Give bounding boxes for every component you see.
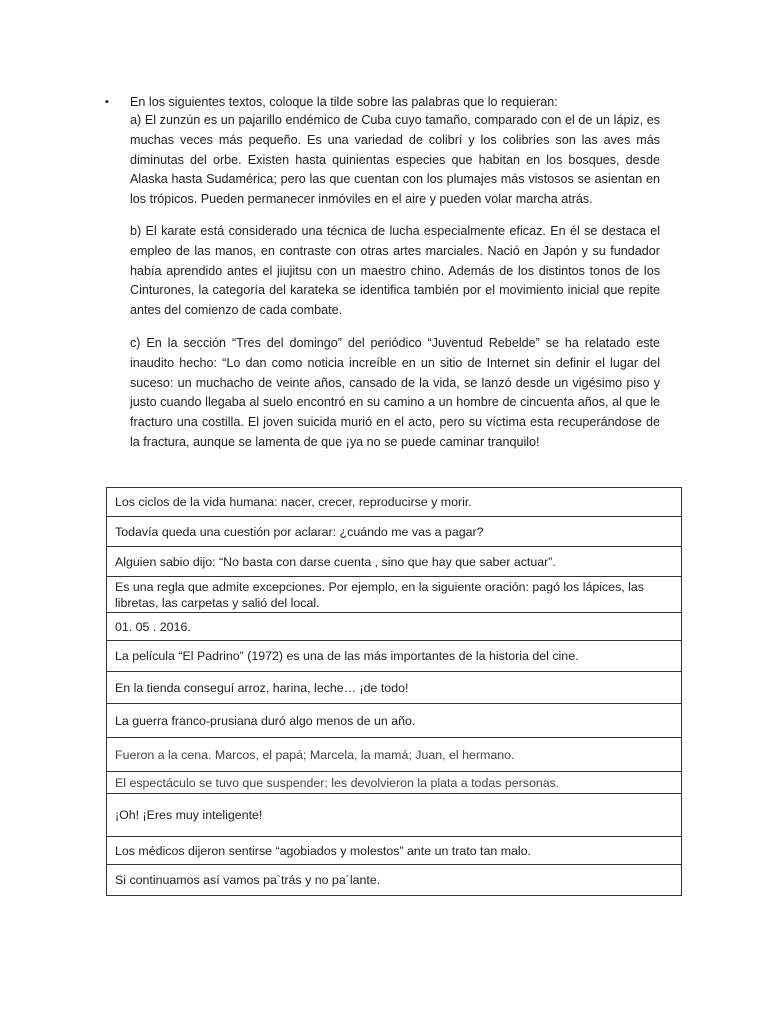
table-cell: Los médicos dijeron sentirse “agobiados y molestos” ante un trato tan malo. <box>107 837 682 865</box>
table-row <box>107 672 682 704</box>
table-cell: La guerra franco-prusiana duró algo menos de un año. <box>107 704 682 738</box>
table-row <box>107 547 682 577</box>
table-cell: Es una regla que admite excepciones. Por ejemplo, en la siguiente oración: pagó los lápices, las libretas, las carpetas y salió del local. <box>107 577 682 613</box>
table-row <box>107 488 682 517</box>
table-row <box>107 577 682 613</box>
exercise-table <box>106 487 682 896</box>
table-row <box>107 613 682 641</box>
table-cell: ¡Oh! ¡Eres muy inteligente! <box>107 794 682 837</box>
paragraph-b: b) El karate está considerado una técnica de lucha especialmente eficaz. En él se destaca el empleo de las manos, en contraste con otras artes marciales. Nació en Japón y su fundador había aprendido antes el jiujitsu con un maestro chino. Además de los distintos tonos de los Cinturones, la categoría del karateka se identifica también por el movimiento inicial que repite antes del comienzo de cada combate. <box>130 224 660 318</box>
table-cell: El espectáculo se tuvo que suspender; les devolvieron la plata a todas personas. <box>107 772 682 794</box>
table-row <box>107 865 682 896</box>
table-cell: Los ciclos de la vida humana: nacer, crecer, reproducirse y morir. <box>107 488 682 517</box>
table-row <box>107 704 682 738</box>
paragraph-c: c) En la sección “Tres del domingo” del periódico “Juventud Rebelde” se ha relatado este inaudito hecho: “Lo dan como noticia increíble en un sitio de Internet sin definir el lugar del suceso: un muchacho de veinte años, cansado de la vida, se lanzó desde un vigésimo piso y justo cuando llegaba al suelo encontró en su camino a un hombre de cincuenta años, al que le fracturo una costilla. El joven suicida murió en el acto, pero su víctima esta recuperándose de la fractura, aunque se lamenta de que ¡ya no se puede caminar tranquilo! <box>130 336 660 449</box>
table-row <box>107 738 682 772</box>
table-cell: Si continuamos así vamos pa`trás y no pa´lante. <box>107 865 682 896</box>
table-row <box>107 517 682 547</box>
table-row <box>107 837 682 865</box>
bullet-marker: ▪ <box>105 96 109 108</box>
table-row <box>107 772 682 794</box>
table-cell: Todavía queda una cuestión por aclarar: ¿cuándo me vas a pagar? <box>107 517 682 547</box>
instruction-text: En los siguientes textos, coloque la tilde sobre las palabras que lo requieran: <box>130 95 558 109</box>
table-cell: 01. 05 . 2016. <box>107 613 682 641</box>
table-cell: Fueron a la cena. Marcos, el papá; Marcela, la mamá; Juan, el hermano. <box>107 738 682 772</box>
table-cell: Alguien sabio dijo: “No basta con darse cuenta , sino que hay que saber actuar”. <box>107 547 682 577</box>
table-cell: En la tienda conseguí arroz, harina, leche… ¡de todo! <box>107 672 682 704</box>
paragraph-a: a) El zunzún es un pajarillo endémico de Cuba cuyo tamaño, comparado con el de un lápiz, es muchas veces más pequeño. Es una variedad de colibrí y los colibríes son las aves más diminutas del orbe. Existen hasta quinientas especies que habitan en los bosques, desde Alaska hasta Sudamérica; pero las que cuentan con los plumajes más vistosos se asientan en los trópicos. Pueden permanecer inmóviles en el aire y pueden volar marcha atrás. <box>130 113 660 207</box>
table-cell: La película “El Padrino” (1972) es una de las más importantes de la historia del cine. <box>107 641 682 672</box>
table-row <box>107 794 682 837</box>
table-row <box>107 641 682 672</box>
